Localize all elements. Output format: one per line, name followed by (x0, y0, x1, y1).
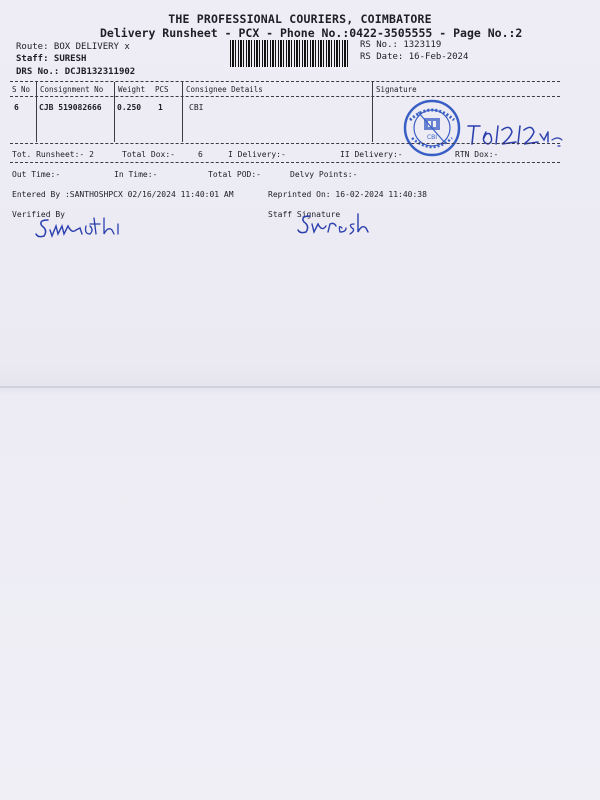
staff-handwritten-signature (296, 210, 376, 240)
table-top-rule (10, 81, 560, 82)
row-consignee: CBI (189, 103, 204, 112)
total-runsheet: Tot. Runsheet:- 2 (12, 150, 94, 159)
rs-date: RS Date: 16-Feb-2024 (360, 52, 469, 62)
svg-text:CBI: CBI (426, 134, 438, 141)
paper-fold-line (0, 386, 600, 388)
col-weight: Weight (118, 85, 146, 94)
out-time: Out Time:- (12, 170, 61, 179)
rtn-dox: RTN Dox:- (455, 150, 499, 159)
table-divider (372, 82, 373, 142)
drs-number: DRS No.: DCJB132311902 (16, 67, 136, 77)
table-divider (182, 82, 183, 142)
total-pod: Total POD:- (208, 170, 261, 179)
col-consignment: Consignment No (40, 85, 104, 94)
col-consignee: Consignee Details (186, 85, 263, 94)
table-divider (36, 82, 37, 142)
row-sno: 6 (14, 103, 19, 112)
row-weight: 0.250 (117, 103, 142, 112)
col-pcs: PCS (155, 85, 169, 94)
row-pcs: 1 (158, 103, 163, 112)
col-signature: Signature (376, 85, 417, 94)
company-title: THE PROFESSIONAL COURIERS, COIMBATORE (168, 12, 432, 26)
runsheet-title: Delivery Runsheet - PCX - Phone No.:0422-3505555 - Page No.:2 (100, 26, 523, 40)
total-dox-label: Total Dox:- (122, 150, 175, 159)
barcode (230, 40, 350, 67)
staff-label: Staff: SURESH (16, 54, 87, 64)
totals-rule (10, 162, 560, 163)
col-sno: S No (12, 85, 31, 94)
in-time: In Time:- (114, 170, 158, 179)
handwritten-date (462, 118, 566, 152)
courier-stamp (402, 98, 462, 158)
delivery-points: Delvy Points:- (290, 170, 358, 179)
route-label: Route: BOX DELIVERY x (16, 42, 130, 52)
table-divider (114, 82, 115, 142)
verified-by-label: Verified By (12, 210, 65, 219)
verifier-signature (34, 212, 124, 242)
table-header-rule (10, 96, 560, 97)
entered-by: Entered By :SANTHOSHPCX 02/16/2024 11:40:01 AM (12, 190, 234, 199)
reprinted-on: Reprinted On: 16-02-2024 11:40:38 (268, 190, 427, 199)
staff-signature-label: Staff Signature (268, 210, 341, 219)
ii-delivery: II Delivery:- (340, 150, 403, 159)
rs-number: RS No.: 1323119 (360, 40, 442, 50)
table-bottom-rule (10, 143, 560, 144)
i-delivery: I Delivery:- (228, 150, 286, 159)
row-consignment: CJB 519082666 (39, 103, 102, 112)
total-dox-value: 6 (198, 150, 203, 159)
